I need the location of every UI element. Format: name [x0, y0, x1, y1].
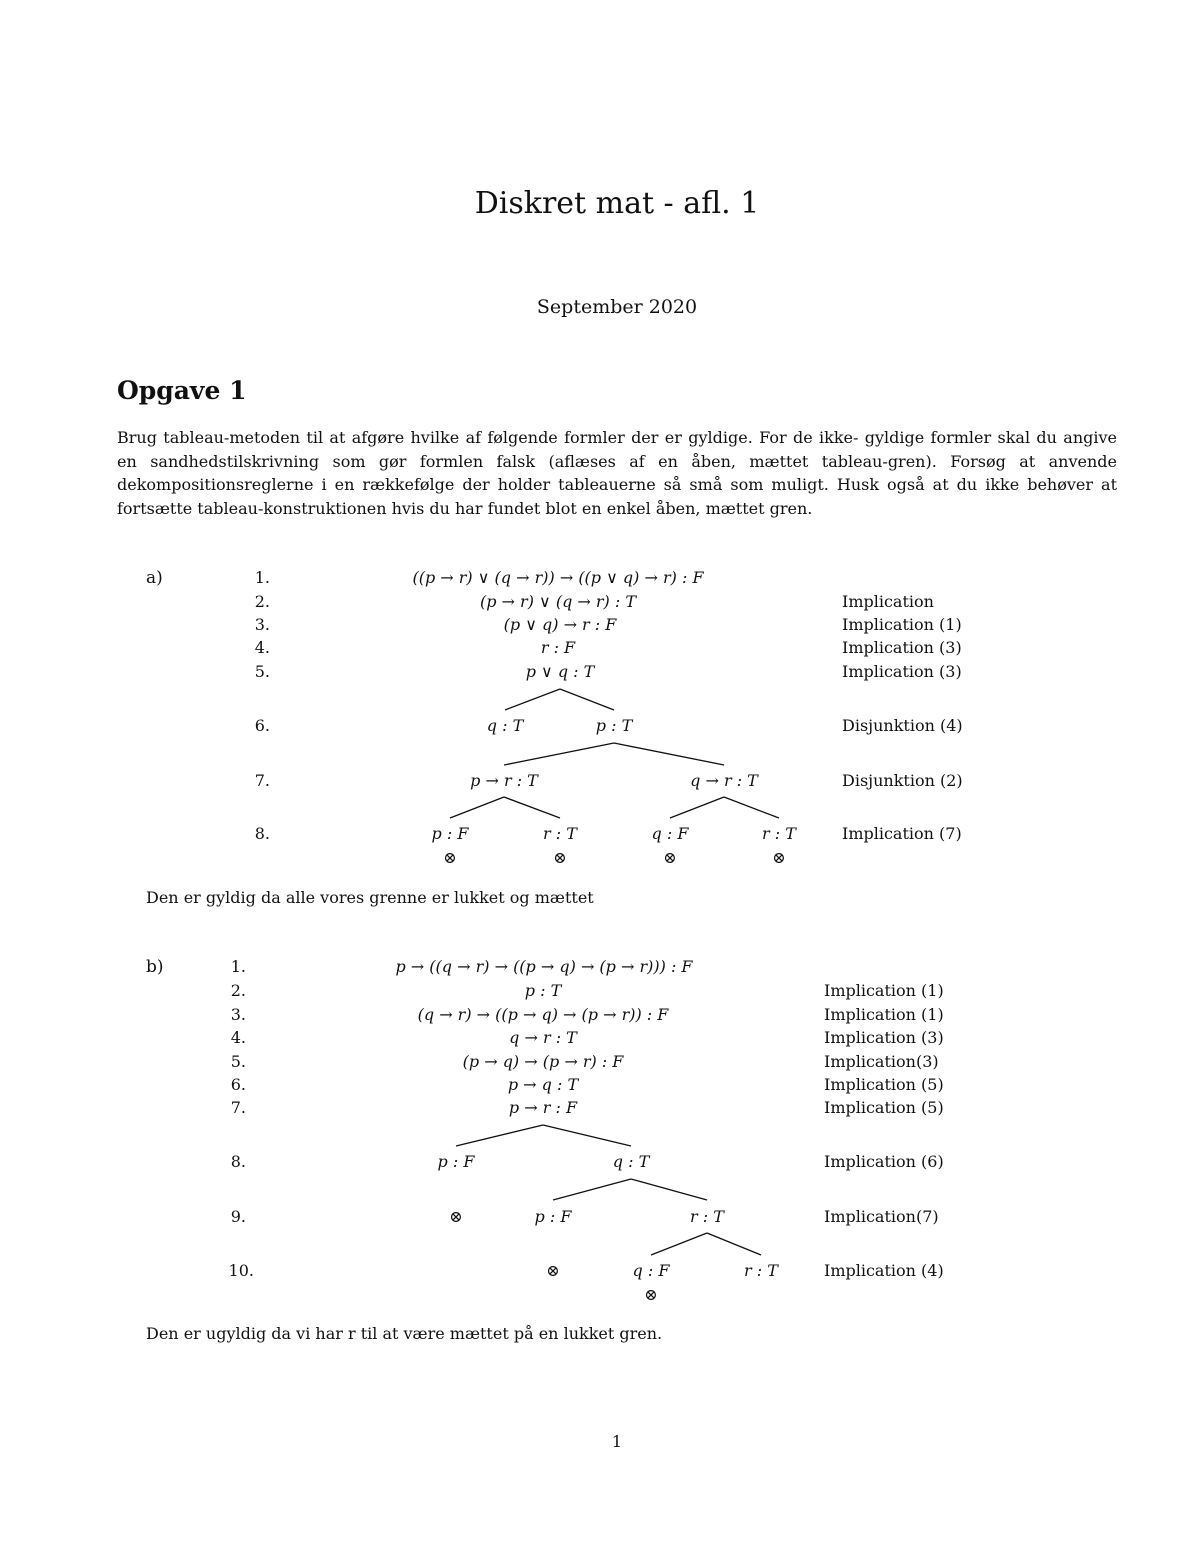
tableau-node: q : T: [612, 1152, 650, 1171]
part-b-label: b): [146, 957, 164, 977]
step-number: 6.: [254, 716, 270, 735]
step-number: 2.: [254, 592, 270, 611]
tableau-node: r : T: [690, 1207, 724, 1226]
step-number: 4.: [230, 1028, 246, 1047]
tree-branch-line: [504, 797, 560, 818]
closed-branch-mark: ⊗: [772, 848, 786, 867]
step-number: 2.: [230, 981, 246, 1000]
tree-branch-line: [651, 1233, 707, 1255]
tree-branch-line: [724, 797, 779, 818]
tableau-formula: r : F: [540, 638, 576, 657]
step-number: 5.: [254, 662, 270, 681]
step-number: 6.: [230, 1075, 246, 1094]
tableau-formula: (p ∨ q) → r : F: [503, 615, 617, 634]
part-a-conclusion: Den er gyldig da alle vores grenne er lukket og mættet: [146, 888, 594, 907]
tableau-node: p : F: [431, 824, 469, 843]
rule-label: Disjunktion (4): [842, 716, 963, 735]
tableau-node: r : T: [744, 1261, 778, 1280]
tree-branch-line: [670, 797, 724, 818]
tree-branch-line: [560, 689, 614, 710]
tableau-node: q → r : T: [690, 771, 758, 790]
tableau-node: q : F: [632, 1261, 670, 1280]
tableau-node: p → r : T: [470, 771, 538, 790]
tree-branch-line: [456, 1125, 543, 1146]
tree-branch-line: [504, 743, 614, 765]
tableau-node: p : F: [534, 1207, 572, 1226]
step-number: 4.: [254, 638, 270, 657]
step-number: 1.: [230, 957, 246, 976]
closed-branch-mark: ⊗: [443, 848, 457, 867]
tree-branch-line: [450, 797, 504, 818]
step-number: 8.: [254, 824, 270, 843]
document-date: September 2020: [536, 296, 698, 318]
document-title: Diskret mat - afl. 1: [474, 186, 760, 221]
section-heading: Opgave 1: [117, 376, 247, 405]
intro-paragraph: Brug tableau-metoden til at afgøre hvilke af følgende formler der er gyldige. For de ikke- gyldige formler skal du angive en sandhedstilskrivning som gør formlen falsk (aflæses af en åben, mættet tableau-gren). Forsøg at anvende dekompositionsreglerne i en rækkefølge der holder tableauerne så små som muligt. Husk også at du ikke behøver at fortsætte tableau-konstruktionen hvis du har fundet blot en enkel åben, mættet gren.: [117, 428, 1117, 518]
tableau-formula: q → r : T: [509, 1028, 577, 1047]
step-number: 8.: [230, 1152, 246, 1171]
rule-label: Implication (6): [824, 1152, 944, 1171]
step-number: 9.: [230, 1207, 246, 1226]
rule-label: Implication (3): [842, 662, 962, 681]
tableau-formula: p → r : F: [508, 1098, 578, 1117]
tree-branch-line: [631, 1179, 707, 1200]
tree-branch-line: [707, 1233, 761, 1255]
rule-label: Implication (1): [824, 1005, 944, 1024]
tableau-formula: ((p → r) ∨ (q → r)) → ((p ∨ q) → r) : F: [412, 568, 704, 587]
tableau-formula: (p → r) ∨ (q → r) : T: [479, 592, 637, 611]
tableau-node: r : T: [543, 824, 577, 843]
tableau-formula: p → q : T: [507, 1075, 579, 1094]
rule-label: Implication (3): [824, 1028, 944, 1047]
step-number: 3.: [230, 1005, 246, 1024]
closed-branch-mark: ⊗: [546, 1261, 560, 1280]
tableau-node: q : T: [486, 716, 524, 735]
tableau-formula: (p → q) → (p → r) : F: [462, 1052, 624, 1071]
step-number: 5.: [230, 1052, 246, 1071]
part-b-conclusion: Den er ugyldig da vi har r til at være mættet på en lukket gren.: [146, 1324, 663, 1343]
rule-label: Implication (4): [824, 1261, 944, 1280]
tree-branch-line: [505, 689, 560, 710]
rule-label: Implication (5): [824, 1075, 944, 1094]
step-number: 3.: [254, 615, 270, 634]
tree-branch-line: [553, 1179, 631, 1200]
step-number: 10.: [228, 1261, 254, 1280]
tree-branch-line: [614, 743, 724, 765]
step-number: 7.: [254, 771, 270, 790]
closed-branch-mark: ⊗: [663, 848, 677, 867]
closed-branch-mark: ⊗: [449, 1207, 463, 1226]
rule-label: Implication (3): [842, 638, 962, 657]
tableau-formula: p : T: [524, 981, 562, 1000]
rule-label: Implication (1): [842, 615, 962, 634]
rule-label: Implication (1): [824, 981, 944, 1000]
tableau-formula: (q → r) → ((p → q) → (p → r)) : F: [417, 1005, 669, 1024]
closed-branch-mark: ⊗: [553, 848, 567, 867]
tree-branch-line: [543, 1125, 631, 1146]
rule-label: Implication (5): [824, 1098, 944, 1117]
tableau-node: r : T: [762, 824, 796, 843]
step-number: 1.: [254, 568, 270, 587]
rule-label: Implication(3): [824, 1052, 939, 1071]
rule-label: Implication: [842, 592, 934, 611]
rule-label: Disjunktion (2): [842, 771, 963, 790]
tableau-node: p : T: [595, 716, 633, 735]
step-number: 7.: [230, 1098, 246, 1117]
rule-label: Implication (7): [842, 824, 962, 843]
tableau-formula: p ∨ q : T: [525, 662, 595, 681]
part-a-label: a): [146, 568, 163, 588]
closed-branch-mark: ⊗: [644, 1285, 658, 1304]
rule-label: Implication(7): [824, 1207, 939, 1226]
tableau-formula: p → ((q → r) → ((p → q) → (p → r))) : F: [395, 957, 693, 976]
tableau-node: p : F: [437, 1152, 475, 1171]
tableau-node: q : F: [651, 824, 689, 843]
page-number: 1: [611, 1432, 623, 1451]
